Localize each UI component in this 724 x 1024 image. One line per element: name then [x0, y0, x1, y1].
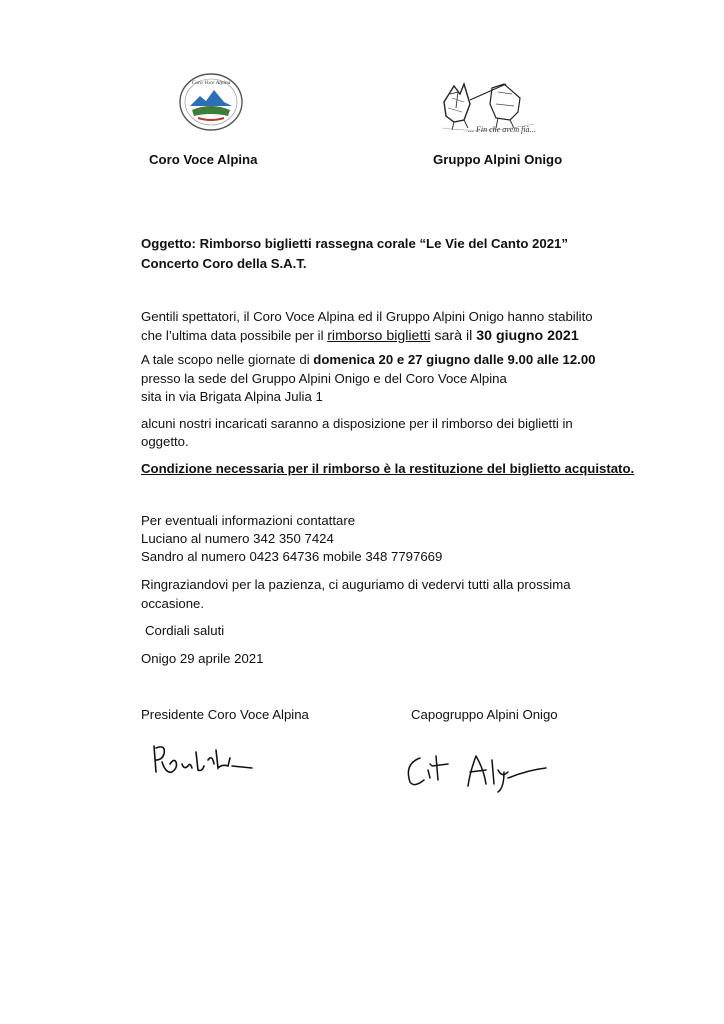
subject-line-1: Oggetto: Rimborso biglietti rassegna corale “Le Vie del Canto 2021”	[141, 236, 568, 251]
thanks-line-1: Ringraziandovi per la pazienza, ci auguriamo di vedervi tutti alla prossima	[141, 577, 571, 592]
left-signature	[148, 740, 254, 780]
motto-text: ... Fin che avem fià...	[468, 125, 536, 134]
p2-text-a: A tale scopo nelle giornate di	[141, 352, 314, 367]
place-date: Onigo 29 aprile 2021	[141, 651, 264, 666]
right-signatory-role: Capogruppo Alpini Onigo	[411, 707, 558, 722]
paragraph-3-line-2: oggetto.	[141, 434, 189, 449]
refund-condition: Condizione necessaria per il rimborso è la restituzione del biglietto acquistato.	[141, 461, 635, 476]
logo-lettering: Coro Voce Alpina	[191, 80, 231, 86]
coro-voce-alpina-logo	[178, 72, 244, 132]
subject-line-2: Concerto Coro della S.A.T.	[141, 256, 307, 271]
right-signature	[400, 748, 550, 794]
paragraph-1-line-2	[141, 328, 579, 344]
contact-luciano: Luciano al numero 342 350 7424	[141, 531, 334, 546]
left-org-name: Coro Voce Alpina	[149, 152, 258, 167]
paragraph-1-line-1: Gentili spettatori, il Coro Voce Alpina ed il Gruppo Alpini Onigo hanno stabilito	[141, 309, 593, 324]
paragraph-2-line-1	[141, 352, 596, 367]
contact-sandro: Sandro al numero 0423 64736 mobile 348 7797669	[141, 549, 443, 564]
p1-text-c: sarà il	[430, 328, 477, 344]
refund-dates: domenica 20 e 27 giugno dalle 9.00 alle 12.00	[313, 352, 596, 367]
greeting: Cordiali saluti	[145, 623, 225, 638]
paragraph-2-line-3: sita in via Brigata Alpina Julia 1	[141, 389, 323, 404]
left-signatory-role: Presidente Coro Voce Alpina	[141, 707, 309, 722]
right-org-name: Gruppo Alpini Onigo	[433, 152, 563, 167]
refund-highlight: rimborso biglietti	[327, 328, 431, 344]
gruppo-alpini-onigo-logo	[434, 64, 544, 148]
info-title: Per eventuali informazioni contattare	[141, 513, 356, 528]
paragraph-3-line-1: alcuni nostri incaricati saranno a disposizione per il rimborso dei biglietti in	[141, 416, 573, 431]
p1-text-a: che l’ultima data possibile per il	[141, 328, 328, 343]
deadline-date: 30 giugno 2021	[476, 328, 579, 344]
thanks-line-2: occasione.	[141, 596, 205, 611]
paragraph-2-line-2: presso la sede del Gruppo Alpini Onigo e del Coro Voce Alpina	[141, 371, 507, 386]
